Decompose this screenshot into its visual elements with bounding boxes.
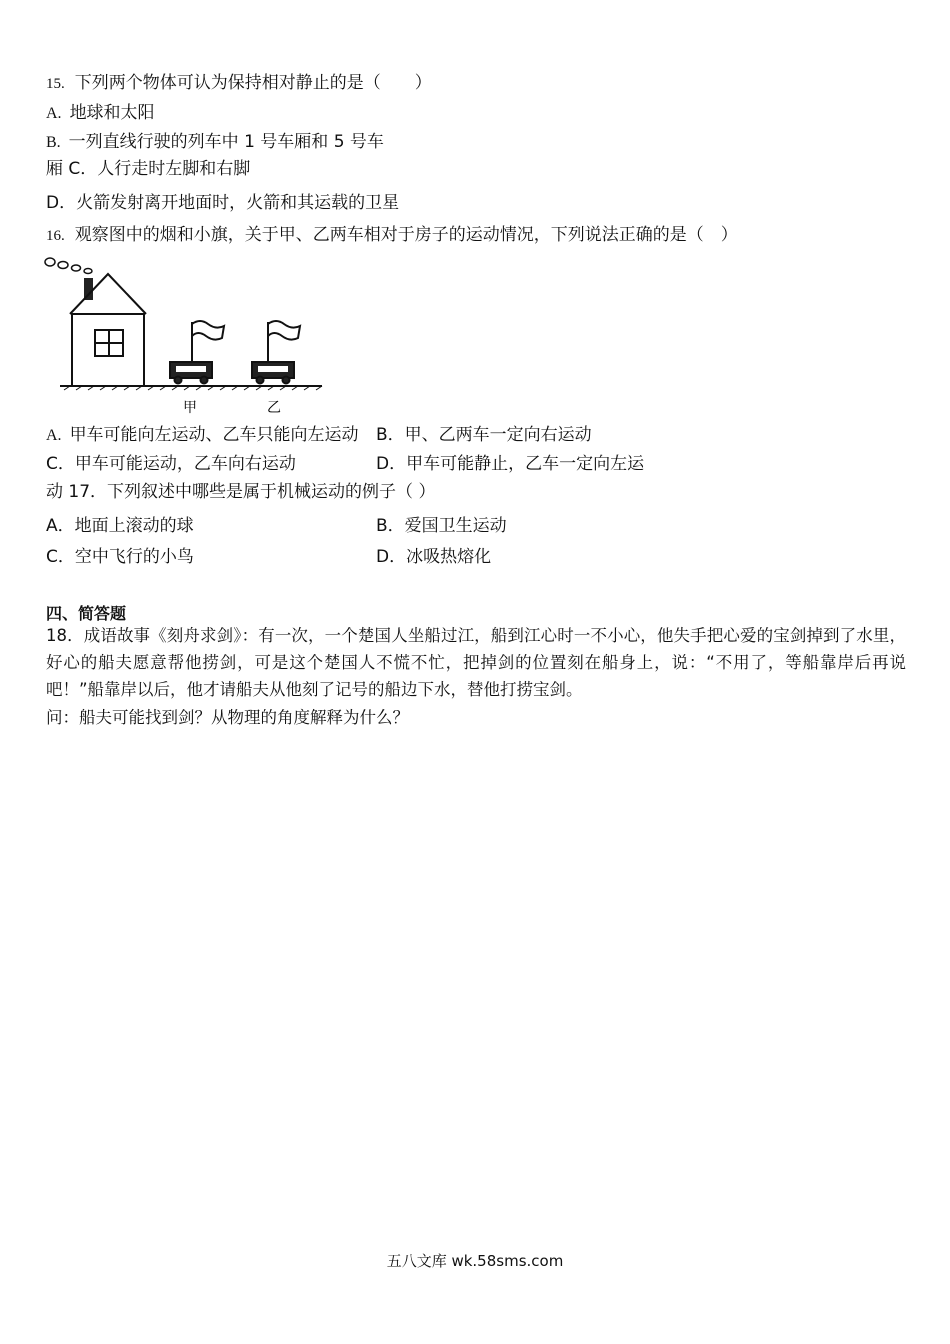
q15-number: 15. [46,76,65,92]
q17-option-c: C．空中飞行的小鸟 [46,547,194,567]
house-and-carts-figure [40,252,330,422]
q15-option-d: D．火箭发射离开地面时，火箭和其运载的卫星 [46,193,400,213]
q15-stem-text: 下列两个物体可认为保持相对静止的是（ ） [74,73,432,93]
q15-option-b-wrap: 厢 C．人行走时左脚和右脚 [46,159,251,179]
q17-option-d: D．冰吸热熔化 [376,547,492,567]
q15-option-b [46,131,384,154]
cart-yi [252,321,300,384]
section-title: 四、简答题 [46,604,127,623]
q16-option-a [46,424,359,447]
q16-stem [46,224,738,247]
q16-option-a-label: A. [46,427,62,444]
q16-stem-text: 观察图中的烟和小旗，关于甲、乙两车相对于房子的运动情况，下列说法正确的是（ ） [74,225,738,245]
q15-stem [46,72,432,95]
cart-jia [170,321,224,384]
house [70,274,146,386]
q15-option-b-label: B. [46,134,61,151]
q16-wrap-and-q17-stem: 动 17．下列叙述中哪些是属于机械运动的例子（ ） [46,482,436,502]
q16-number: 16. [46,228,65,244]
smoke-puffs [45,258,92,274]
q18-text: 18．成语故事《刻舟求剑》：有一次，一个楚国人坐船过江，船到江心时一不小心，他失手把心爱的宝剑掉到了水里， 好心的船夫愿意帮他捞剑，可是这个楚国人不慌不忙，把掉剑的位置刻在船身上，说：“不用了，等船靠岸后再说吧！”船靠岸以后，他才请船夫从他刻了记号的船边下水，替他打捞宝剑。 [46,626,906,699]
cart-jia-label: 甲 [183,400,197,416]
q15-option-a-text: 地球和太阳 [69,103,155,123]
q16-option-b: B．甲、乙两车一定向右运动 [376,425,592,445]
footer-watermark: 五八文库 wk.58sms.com [386,1252,564,1270]
q15-option-a-label: A. [46,105,62,122]
q16-option-d: D．甲车可能静止，乙车一定向左运 [376,454,645,474]
cart-yi-label: 乙 [267,400,281,416]
q15-option-b-text: 一列直线行驶的列车中 1 号车厢和 5 号车 [68,132,384,152]
q15-option-a [46,102,155,125]
q17-option-b: B．爱国卫生运动 [376,516,507,536]
q17-option-a: A．地面上滚动的球 [46,516,194,536]
q16-option-c: C．甲车可能运动，乙车向右运动 [46,454,296,474]
q16-option-a-text: 甲车可能向左运动、乙车只能向左运动 [69,425,359,445]
q18-question: 问：船夫可能找到剑？从物理的角度解释为什么？ [46,708,409,727]
